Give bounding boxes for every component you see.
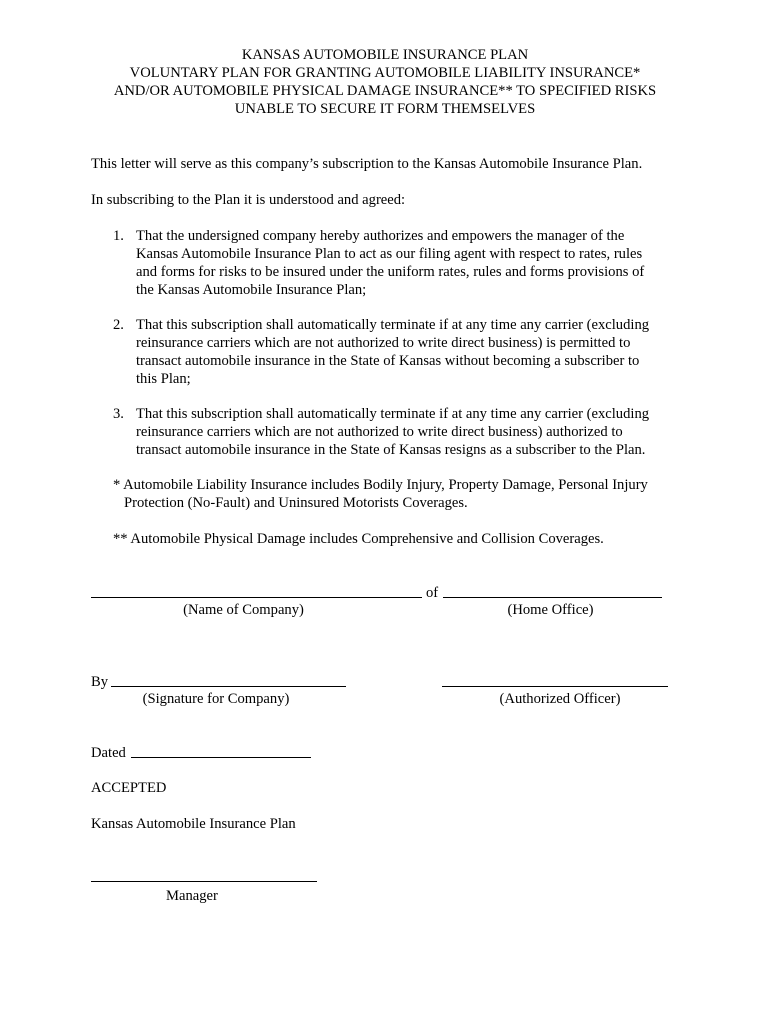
list-item-line: transact automobile insurance in the State of Kansas without becoming a subscriber to (136, 353, 640, 369)
physical-damage-footnote (113, 530, 693, 548)
accepted-label: ACCEPTED (91, 780, 167, 796)
footnote-line: ** Automobile Physical Damage includes Comprehensive and Collision Coverages. (113, 531, 604, 547)
company-name-line[interactable] (91, 597, 422, 598)
authorized-officer-label: (Authorized Officer) (499, 691, 621, 707)
list-item-line: the Kansas Automobile Insurance Plan; (136, 282, 367, 298)
home-office-label: (Home Office) (507, 602, 594, 618)
list-item-line: That this subscription shall automatically terminate if at any time any carrier (excluding (136, 406, 650, 422)
date-line[interactable] (131, 757, 311, 758)
list-item-number: 1. (113, 228, 124, 244)
liability-footnote (113, 476, 693, 512)
list-item-line: transact automobile insurance in the State of Kansas resigns as a subscriber to the Plan. (136, 442, 646, 458)
plan-name-label: Kansas Automobile Insurance Plan (91, 816, 296, 832)
list-item-line: That the undersigned company hereby authorizes and empowers the manager of the (136, 228, 625, 244)
title-line-4: UNABLE TO SECURE IT FORM THEMSELVES (234, 101, 536, 117)
footnote-line: * Automobile Liability Insurance includes Bodily Injury, Property Damage, Personal Injury (113, 477, 648, 493)
intro-paragraph: This letter will serve as this company’s subscription to the Kansas Automobile Insurance Plan. (91, 156, 643, 172)
signature-line[interactable] (111, 686, 346, 687)
manager-label: Manager (166, 888, 218, 904)
title-line-1: KANSAS AUTOMOBILE INSURANCE PLAN (241, 47, 529, 63)
home-office-line[interactable] (443, 597, 662, 598)
list-item-line: reinsurance carriers which are not authorized to write direct business) authorized to (136, 424, 623, 440)
list-item-number: 2. (113, 317, 124, 333)
manager-signature-line[interactable] (91, 881, 317, 882)
document-title (60, 46, 710, 118)
title-line-2: VOLUNTARY PLAN FOR GRANTING AUTOMOBILE LIABILITY INSURANCE* (129, 65, 641, 81)
by-label: By (91, 674, 109, 690)
list-item-line: That this subscription shall automatically terminate if at any time any carrier (excluding (136, 317, 650, 333)
of-label: of (426, 585, 439, 601)
name-of-company-label: (Name of Company) (183, 602, 304, 618)
agreed-paragraph: In subscribing to the Plan it is understood and agreed: (91, 192, 406, 208)
authorized-officer-line[interactable] (442, 686, 668, 687)
title-line-3: AND/OR AUTOMOBILE PHYSICAL DAMAGE INSURANCE** TO SPECIFIED RISKS (113, 83, 657, 99)
list-item-line: reinsurance carriers which are not authorized to write direct business) is permitted to (136, 335, 631, 351)
signature-for-company-label: (Signature for Company) (142, 691, 290, 707)
list-item-line: this Plan; (136, 371, 191, 387)
list-item-number: 3. (113, 406, 124, 422)
list-item-line: and forms for risks to be insured under the uniform rates, rules and forms provisions of (136, 264, 645, 280)
footnote-line: Protection (No-Fault) and Uninsured Motorists Coverages. (124, 495, 468, 511)
dated-label: Dated (91, 745, 126, 761)
list-item-line: Kansas Automobile Insurance Plan to act as our filing agent with respect to rates, rules (136, 246, 643, 262)
